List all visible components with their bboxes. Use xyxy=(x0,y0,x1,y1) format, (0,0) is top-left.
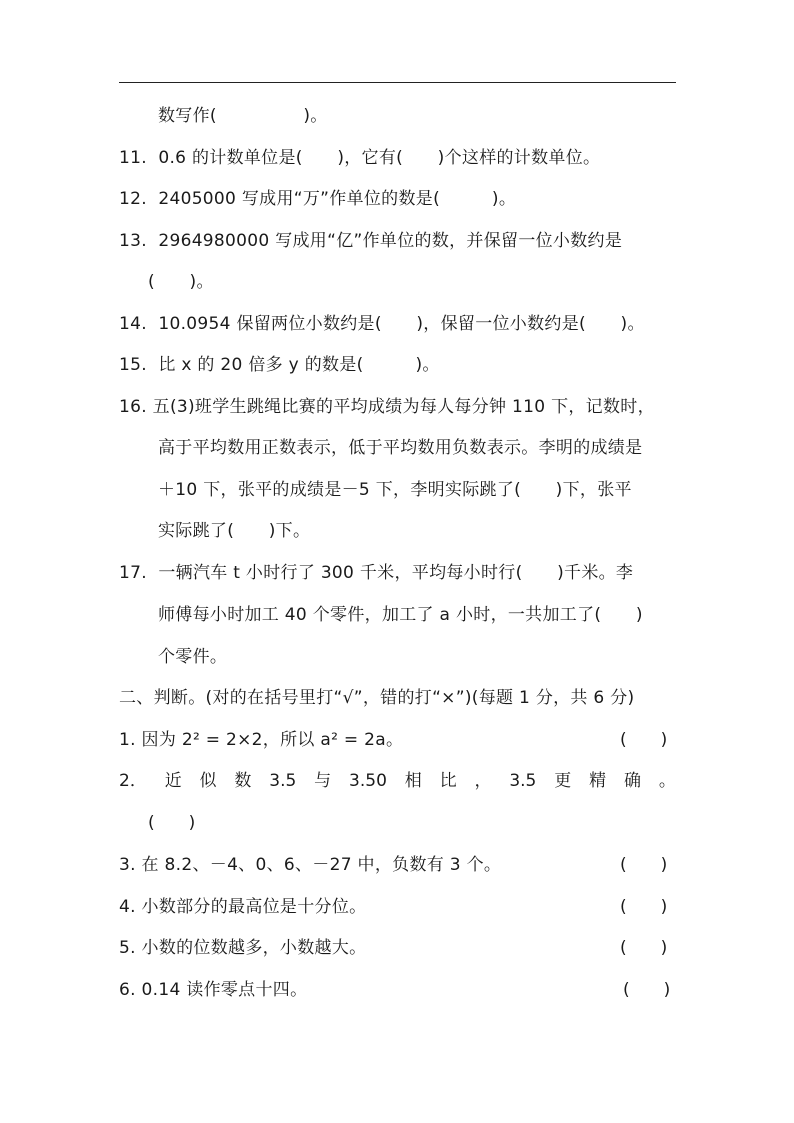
question-16-line3: ＋10 下，张平的成绩是－5 下，李明实际跳了( )下，张平 xyxy=(158,480,632,500)
header-rule xyxy=(119,82,676,83)
judge-2-token: 。 xyxy=(658,771,676,791)
question-13-line1: 13. 2964980000 写成用“亿”作单位的数，并保留一位小数约是 xyxy=(119,231,623,251)
judge-3-answer-paren: ( ) xyxy=(620,855,668,875)
judge-6-answer-paren: ( ) xyxy=(623,980,671,1000)
judge-2-token: 确 xyxy=(623,771,641,791)
judge-2-token: 似 xyxy=(199,771,217,791)
judge-2-token: 数 xyxy=(234,771,252,791)
judge-2-answer-paren: ( ) xyxy=(148,813,196,833)
question-16-line2: 高于平均数用正数表示，低于平均数用负数表示。李明的成绩是 xyxy=(158,438,643,458)
judge-2-token: 3.50 xyxy=(349,771,387,791)
q10-continuation: 数写作( )。 xyxy=(158,106,328,126)
judge-2-token: 相 xyxy=(404,771,422,791)
question-15: 15. 比 x 的 20 倍多 y 的数是( )。 xyxy=(119,355,440,375)
judge-1: 1. 因为 2² = 2×2，所以 a² = 2a。 xyxy=(119,730,404,750)
judge-2-token: 3.5 xyxy=(269,771,297,791)
judge-5: 5. 小数的位数越多，小数越大。 xyxy=(119,938,367,958)
judge-4: 4. 小数部分的最高位是十分位。 xyxy=(119,897,367,917)
judge-2-line1 xyxy=(119,769,676,793)
judge-1-answer-paren: ( ) xyxy=(620,730,668,750)
judge-2-token: 3.5 xyxy=(509,771,537,791)
question-11: 11. 0.6 的计数单位是( )，它有( )个这样的计数单位。 xyxy=(119,148,601,168)
question-16-line4: 实际跳了( )下。 xyxy=(158,521,311,541)
question-13-line2: ( )。 xyxy=(148,272,214,292)
question-17-line3: 个零件。 xyxy=(158,647,228,667)
question-17-line2: 师傅每小时加工 40 个零件，加工了 a 小时，一共加工了( ) xyxy=(158,605,643,625)
section-2-heading: 二、判断。(对的在括号里打“√”，错的打“×”)(每题 1 分，共 6 分) xyxy=(119,688,635,708)
judge-4-answer-paren: ( ) xyxy=(620,897,668,917)
judge-2-token: 更 xyxy=(554,771,572,791)
judge-5-answer-paren: ( ) xyxy=(620,938,668,958)
judge-3: 3. 在 8.2、－4、0、6、－27 中，负数有 3 个。 xyxy=(119,855,502,875)
question-12: 12. 2405000 写成用“万”作单位的数是( )。 xyxy=(119,189,517,209)
question-14: 14. 10.0954 保留两位小数约是( )，保留一位小数约是( )。 xyxy=(119,314,645,334)
judge-2-token: 近 xyxy=(164,771,182,791)
question-17-line1: 17. 一辆汽车 t 小时行了 300 千米，平均每小时行( )千米。李 xyxy=(119,563,634,583)
judge-2-token: 精 xyxy=(589,771,607,791)
judge-2-token: 2． xyxy=(119,771,147,791)
question-16-line1: 16. 五(3)班学生跳绳比赛的平均成绩为每人每分钟 110 下，记数时， xyxy=(119,397,655,417)
judge-2-token: ， xyxy=(474,771,492,791)
judge-6: 6. 0.14 读作零点十四。 xyxy=(119,980,308,1000)
judge-2-token: 比 xyxy=(439,771,457,791)
judge-2-token: 与 xyxy=(314,771,332,791)
